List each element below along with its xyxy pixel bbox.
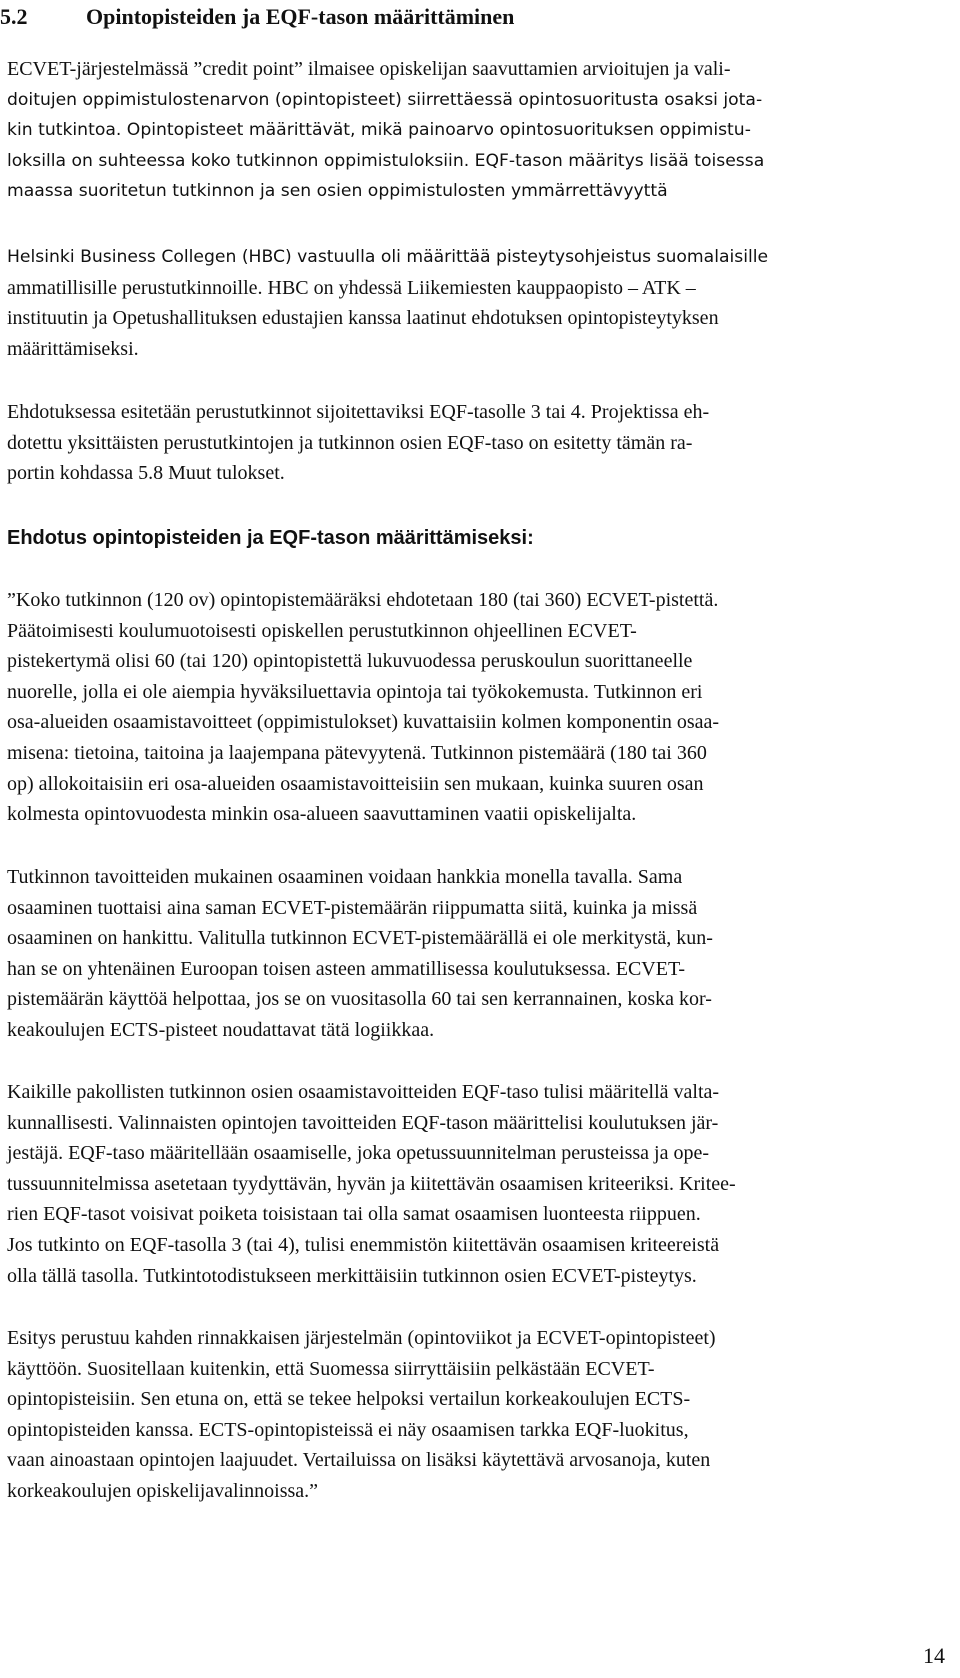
paragraph-proposal-competence [7, 862, 912, 1046]
text-line: Päätoimisesti koulumuotoisesti opiskellen perustutkinnon ohjeellinen ECVET- [7, 619, 637, 642]
text-line: kunnallisesti. Valinnaisten opintojen tavoitteiden EQF-tason määrittelisi koulutuksen jär- [7, 1111, 719, 1134]
section-number: 5.2 [0, 4, 28, 29]
text-line: korkeakoulujen opiskelijavalinnoissa.” [7, 1479, 319, 1502]
section-heading [0, 4, 940, 30]
text-line: rien EQF-tasot voisivat poiketa toisistaan tai olla samat osaamisen luonteesta riippuen. [7, 1203, 701, 1226]
text-line: ECVET-järjestelmässä ”credit point” ilmaisee opiskelijan saavuttamien arvioitujen ja vali- [7, 58, 731, 80]
text-line: ammatillisille perustutkinnoille. HBC on yhdessä Liikemiesten kauppaopisto – ATK – [7, 276, 696, 299]
paragraph-ecvet-intro [7, 54, 912, 207]
text-line: keakoulujen ECTS-pisteet noudattavat tätä logiikkaa. [7, 1018, 435, 1041]
paragraph-proposal-points [7, 585, 912, 830]
text-line: kolmesta opintovuodesta minkin osa-alueen saavuttaminen vaatii opiskelijalta. [7, 803, 637, 826]
text-line: vaan ainoastaan opintojen laajuudet. Vertailuissa on lisäksi käytettävä arvosanoja, kuten [7, 1449, 711, 1472]
text-line: osaaminen tuottaisi aina saman ECVET-pistemäärän riippumatta siitä, kuinka ja missä [7, 896, 698, 919]
text-line: Kaikille pakollisten tutkinnon osien osaamistavoitteiden EQF-taso tulisi määritellä valta- [7, 1081, 720, 1103]
text-line: jestäjä. EQF-taso määritellään osaamiselle, joka opetussuunnitelman perusteissa ja ope- [7, 1142, 710, 1165]
paragraph-hbc [7, 242, 912, 364]
text-line: olla tällä tasolla. Tutkintotodistukseen merkittäisiin tutkinnon osien ECVET-pisteytys. [7, 1264, 697, 1287]
text-line: Helsinki Business Collegen (HBC) vastuulla oli määrittää pisteytysohjeistus suomalaisille [7, 247, 769, 267]
text-line: maassa suoritetun tutkinnon ja sen osien oppimistulosten ymmärrettävyyttä [7, 181, 668, 202]
text-line: Tutkinnon tavoitteiden mukainen osaaminen voidaan hankkia monella tavalla. Sama [7, 866, 683, 888]
text-line: tussuunnitelmissa asetetaan tyydyttävän, hyvän ja kiitettävän osaamisen kriteeriksi. Kritee- [7, 1172, 736, 1195]
subheading: Ehdotus opintopisteiden ja EQF-tason määrittämiseksi: [7, 527, 534, 549]
text-line: opintopisteisiin. Sen etuna on, että se tekee helpoksi vertailun korkeakoulujen ECTS- [7, 1388, 691, 1411]
text-line: loksilla on suhteessa koko tutkinnon oppimistuloksiin. EQF-tason määritys lisää toisessa [7, 150, 765, 171]
text-line: opintopisteiden kanssa. ECTS-opintopisteissä ei näy osaamisen tarkka EQF-luokitus, [7, 1418, 689, 1441]
text-line: osaaminen on hankittu. Valitulla tutkinnon ECVET-pistemäärällä ei ole merkitystä, kun- [7, 927, 713, 950]
text-line: han se on yhtenäinen Euroopan toisen asteen ammatillisessa koulutuksessa. ECVET- [7, 957, 686, 980]
text-line: käyttöön. Suositellaan kuitenkin, että Suomessa siirryttäisiin pelkästään ECVET- [7, 1357, 655, 1380]
text-line: nuorelle, jolla ei ole aiempia hyväksiluettavia opintoja tai työkokemusta. Tutkinnon eri [7, 680, 703, 703]
text-line: misena: tietoina, taitoina ja laajempana pätevyytenä. Tutkinnon pistemäärä (180 tai 360 [7, 741, 707, 764]
paragraph-proposal-eqf-level [7, 1077, 912, 1291]
text-line: pistemäärän käyttöä helpottaa, jos se on vuositasolla 60 tai sen kerrannainen, koska kor- [7, 988, 712, 1011]
text-line: Jos tutkinto on EQF-tasolla 3 (tai 4), tulisi enemmistön kiitettävän osaamisen kriteereistä [7, 1233, 720, 1256]
text-line: ”Koko tutkinnon (120 ov) opintopistemääräksi ehdotetaan 180 (tai 360) ECVET-pistettä. [7, 589, 719, 611]
paragraph-eqf-proposal [7, 397, 912, 489]
paragraph-proposal-systems [7, 1323, 912, 1507]
text-line: osa-alueiden osaamistavoitteet (oppimistulokset) kuvattaisiin kolmen komponentin osaa- [7, 711, 720, 734]
text-line: Esitys perustuu kahden rinnakkaisen järjestelmän (opintoviikot ja ECVET-opintopisteet) [7, 1327, 716, 1349]
text-line: kin tutkintoa. Opintopisteet määrittävät, mikä painoarvo opintosuorituksen oppimistu- [7, 120, 751, 141]
section-title: Opintopisteiden ja EQF-tason määrittäminen [86, 4, 515, 29]
text-line: doitujen oppimistulostenarvon (opintopisteet) siirrettäessä opintosuoritusta osaksi jota- [7, 89, 763, 110]
text-line: määrittämiseksi. [7, 337, 139, 360]
text-line: pistekertymä olisi 60 (tai 120) opintopistettä lukuvuodessa peruskoulun suorittaneelle [7, 650, 693, 673]
text-line: instituutin ja Opetushallituksen edustajien kanssa laatinut ehdotuksen opintopisteytyksen [7, 307, 719, 330]
text-line: Ehdotuksessa esitetään perustutkinnot sijoitettaviksi EQF-tasolle 3 tai 4. Projektissa eh- [7, 401, 710, 423]
text-line: dotettu yksittäisten perustutkintojen ja tutkinnon osien EQF-taso on esitetty tämän ra- [7, 431, 693, 454]
text-line: op) allokoitaisiin eri osa-alueiden osaamistavoitteisiin sen mukaan, kuinka suuren osan [7, 772, 704, 795]
text-line: portin kohdassa 5.8 Muut tulokset. [7, 462, 285, 485]
page-number: 14 [923, 1643, 945, 1668]
